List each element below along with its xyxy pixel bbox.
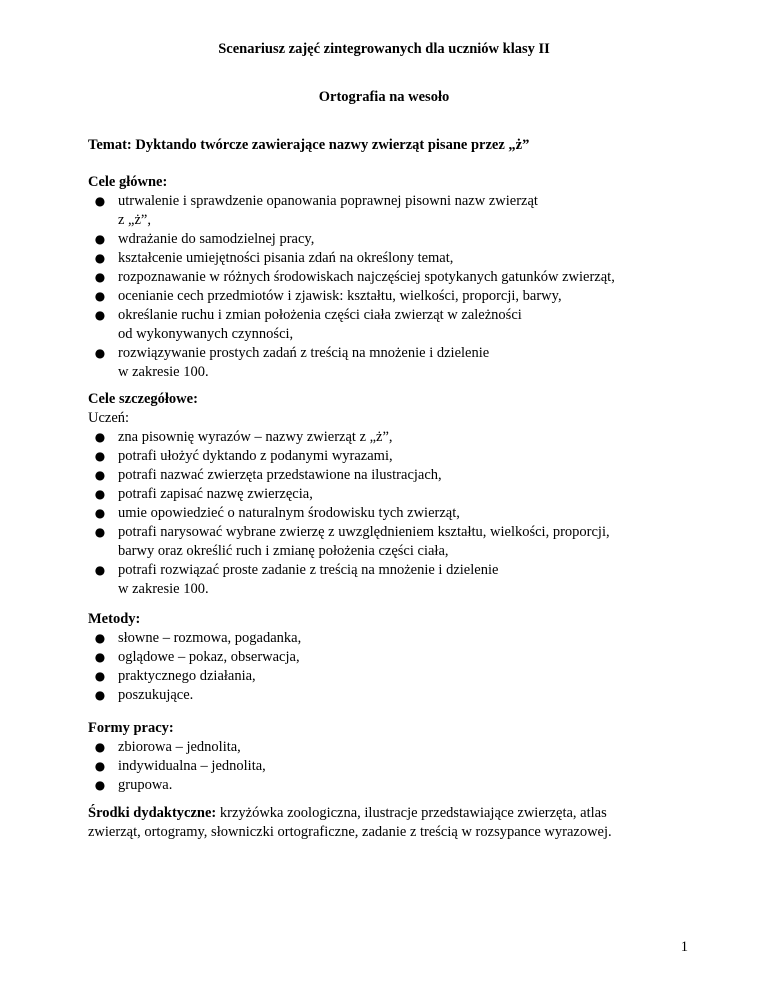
list-item	[88, 485, 688, 504]
list-item-text: określanie ruchu i zmian położenia części ciała zwierząt w zależności	[118, 307, 522, 323]
work-forms-heading: Formy pracy:	[88, 720, 174, 736]
main-goals-list	[88, 192, 688, 382]
list-item	[88, 344, 688, 382]
list-item	[88, 268, 688, 287]
list-item-text: ocenianie cech przedmiotów i zjawisk: kształtu, wielkości, proporcji, barwy,	[118, 288, 562, 304]
list-item-text: zbiorowa – jednolita,	[118, 739, 241, 755]
bullet-icon: ●	[94, 650, 106, 664]
bullet-icon: ●	[94, 346, 106, 360]
bullet-icon: ●	[94, 449, 106, 463]
list-item	[88, 287, 688, 306]
bullet-icon: ●	[94, 194, 106, 208]
main-goals-section	[88, 173, 688, 382]
list-item-text: grupowa.	[118, 777, 173, 793]
list-item-text: rozpoznawanie w różnych środowiskach najczęściej spotykanych gatunków zwierząt,	[118, 269, 615, 285]
list-item	[88, 523, 688, 561]
bullet-icon: ●	[94, 308, 106, 322]
list-item-text: potrafi ułożyć dyktando z podanymi wyrazami,	[118, 448, 393, 464]
list-item-text: oglądowe – pokaz, obserwacja,	[118, 649, 300, 665]
document-subtitle: Ortografia na wesoło	[318, 89, 450, 105]
work-forms-list	[88, 738, 688, 795]
teaching-aids-line-2: zwierząt, ortogramy, słowniczki ortograficzne, zadanie z treścią w rozsypance wyrazowej.	[88, 824, 612, 840]
teaching-aids-section	[88, 804, 688, 842]
list-item-text: potrafi rozwiązać proste zadanie z treścią na mnożenie i dzielenie	[118, 562, 499, 578]
list-item-text: praktycznego działania,	[118, 668, 256, 684]
bullet-icon: ●	[94, 759, 106, 773]
page-number: 1	[680, 939, 688, 955]
list-item	[88, 428, 688, 447]
list-item-text: wdrażanie do samodzielnej pracy,	[118, 231, 315, 247]
detailed-goals-section	[88, 390, 688, 599]
bullet-icon: ●	[94, 468, 106, 482]
list-item-text: potrafi narysować wybrane zwierzę z uwzględnieniem kształtu, wielkości, proporcji,	[118, 524, 610, 540]
list-item-text: zna pisownię wyrazów – nazwy zwierząt z „ż”,	[118, 429, 393, 445]
list-item	[88, 776, 688, 795]
list-item-text: od wykonywanych czynności,	[118, 326, 294, 342]
list-item	[88, 504, 688, 523]
list-item	[88, 447, 688, 466]
list-item	[88, 757, 688, 776]
list-item	[88, 192, 688, 230]
work-forms-section	[88, 719, 688, 795]
list-item	[88, 249, 688, 268]
bullet-icon: ●	[94, 232, 106, 246]
bullet-icon: ●	[94, 631, 106, 645]
methods-section	[88, 610, 688, 705]
list-item-text: potrafi zapisać nazwę zwierzęcia,	[118, 486, 313, 502]
list-item-text: z „ż”,	[118, 212, 151, 228]
teaching-aids-text-1: krzyżówka zoologiczna, ilustracje przedstawiające zwierzęta, atlas	[216, 805, 607, 821]
methods-list	[88, 629, 688, 705]
bullet-icon: ●	[94, 270, 106, 284]
list-item	[88, 648, 688, 667]
bullet-icon: ●	[94, 251, 106, 265]
bullet-icon: ●	[94, 525, 106, 539]
teaching-aids-label: Środki dydaktyczne:	[88, 805, 217, 821]
list-item-text: indywidualna – jednolita,	[118, 758, 266, 774]
list-item-text: kształcenie umiejętności pisania zdań na określony temat,	[118, 250, 454, 266]
list-item-text: rozwiązywanie prostych zadań z treścią na mnożenie i dzielenie	[118, 345, 490, 361]
list-item-text: potrafi nazwać zwierzęta przedstawione na ilustracjach,	[118, 467, 442, 483]
detailed-goals-intro: Uczeń:	[88, 410, 130, 426]
bullet-icon: ●	[94, 430, 106, 444]
detailed-goals-heading: Cele szczegółowe:	[88, 391, 198, 407]
list-item	[88, 230, 688, 249]
lesson-topic: Temat: Dyktando twórcze zawierające nazwy zwierząt pisane przez „ż”	[88, 137, 530, 153]
list-item-text: słowne – rozmowa, pogadanka,	[118, 630, 302, 646]
bullet-icon: ●	[94, 669, 106, 683]
bullet-icon: ●	[94, 487, 106, 501]
bullet-icon: ●	[94, 289, 106, 303]
list-item	[88, 629, 688, 648]
list-item-text: poszukujące.	[118, 687, 194, 703]
teaching-aids-line-1	[88, 804, 688, 823]
detailed-goals-list	[88, 428, 688, 599]
list-item	[88, 466, 688, 485]
bullet-icon: ●	[94, 506, 106, 520]
list-item-text: utrwalenie i sprawdzenie opanowania poprawnej pisowni nazw zwierząt	[118, 193, 538, 209]
list-item	[88, 561, 688, 599]
document-title: Scenariusz zajęć zintegrowanych dla uczniów klasy II	[218, 41, 550, 57]
list-item-text: w zakresie 100.	[118, 581, 209, 597]
bullet-icon: ●	[94, 740, 106, 754]
bullet-icon: ●	[94, 688, 106, 702]
methods-heading: Metody:	[88, 611, 141, 627]
list-item	[88, 667, 688, 686]
list-item	[88, 306, 688, 344]
list-item-text: umie opowiedzieć o naturalnym środowisku tych zwierząt,	[118, 505, 460, 521]
bullet-icon: ●	[94, 778, 106, 792]
bullet-icon: ●	[94, 563, 106, 577]
list-item	[88, 686, 688, 705]
list-item-text: barwy oraz określić ruch i zmianę położenia części ciała,	[118, 543, 449, 559]
list-item-text: w zakresie 100.	[118, 364, 209, 380]
main-goals-heading: Cele główne:	[88, 174, 168, 190]
list-item	[88, 738, 688, 757]
